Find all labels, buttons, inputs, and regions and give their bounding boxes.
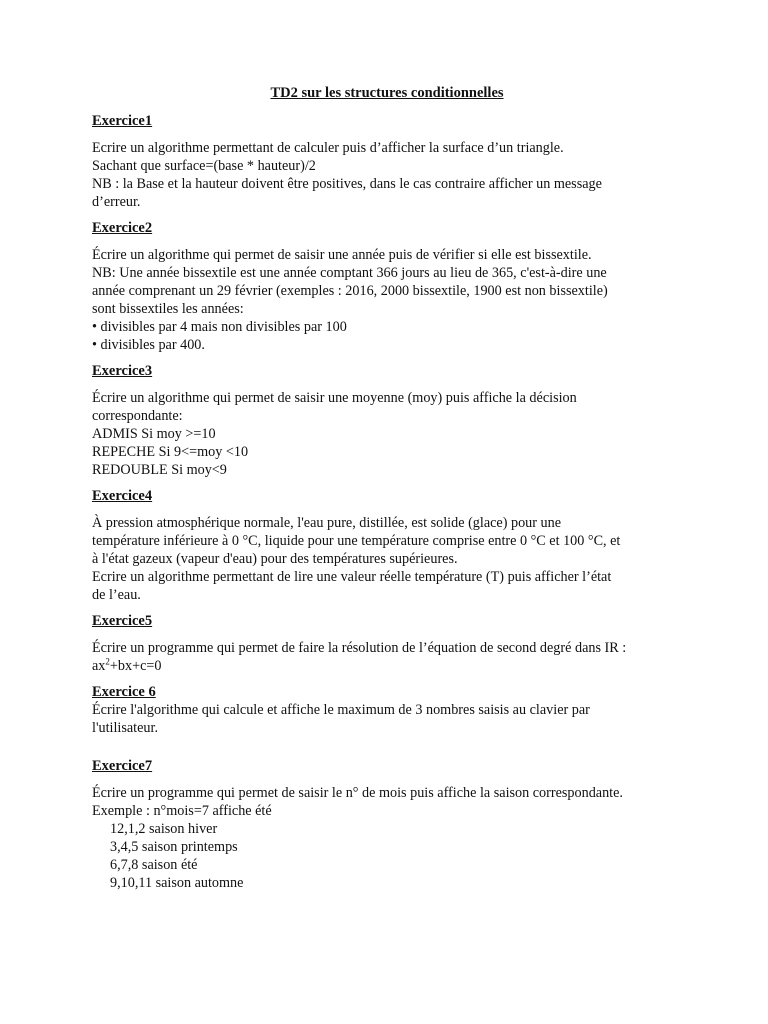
exercise-line: ADMIS Si moy >=10 bbox=[92, 426, 216, 442]
season-item: 6,7,8 saison été bbox=[110, 857, 198, 873]
exercise-5 bbox=[92, 612, 682, 675]
exercise-2-heading: Exercice2 bbox=[92, 220, 153, 236]
exercise-line: à l'état gazeux (vapeur d'eau) pour des températures supérieures. bbox=[92, 551, 458, 567]
exercise-line: REDOUBLE Si moy<9 bbox=[92, 462, 227, 478]
exercise-3-body bbox=[92, 389, 682, 479]
equation-exponent: 2 bbox=[105, 656, 110, 667]
exercise-5-heading: Exercice5 bbox=[92, 613, 153, 629]
exercise-2 bbox=[92, 219, 682, 354]
exercise-line: sont bissextiles les années: bbox=[92, 301, 244, 317]
exercise-line: année comprenant un 29 février (exemples : 2016, 2000 bissextile, 1900 est non bissextile) bbox=[92, 283, 608, 299]
exercise-1-heading: Exercice1 bbox=[92, 113, 153, 129]
exercise-6-heading: Exercice 6 bbox=[92, 684, 156, 700]
exercise-line: Écrire un programme qui permet de faire la résolution de l’équation de second degré dans IR : bbox=[92, 640, 627, 656]
exercise-4 bbox=[92, 487, 682, 604]
exercise-line: Écrire un programme qui permet de saisir le n° de mois puis affiche la saison correspondante. bbox=[92, 785, 623, 801]
exercise-2-body bbox=[92, 246, 682, 354]
exercise-6-body bbox=[92, 701, 682, 737]
exercise-1 bbox=[92, 112, 682, 211]
exercise-7-body bbox=[92, 784, 682, 892]
exercise-line: Ecrire un algorithme permettant de calculer puis d’afficher la surface d’un triangle. bbox=[92, 140, 564, 156]
exercise-line: température inférieure à 0 °C, liquide pour une température comprise entre 0 °C et 100 °C, et bbox=[92, 533, 621, 549]
exercise-line: À pression atmosphérique normale, l'eau pure, distillée, est solide (glace) pour une bbox=[92, 515, 562, 531]
exercise-line: d’erreur. bbox=[92, 194, 141, 210]
exercise-line: Écrire un algorithme qui permet de saisir une année puis de vérifier si elle est bissextile. bbox=[92, 247, 592, 263]
document-title: TD2 sur les structures conditionnelles bbox=[270, 85, 504, 101]
exercise-line: • divisibles par 400. bbox=[92, 337, 205, 353]
equation-rest: +bx+c=0 bbox=[109, 658, 162, 674]
exercise-line: Sachant que surface=(base * hauteur)/2 bbox=[92, 158, 316, 174]
exercise-1-body bbox=[92, 139, 682, 211]
exercise-line: Ecrire un algorithme permettant de lire une valeur réelle température (T) puis afficher l’état bbox=[92, 569, 612, 585]
equation-base: ax bbox=[92, 658, 106, 674]
exercise-4-body bbox=[92, 514, 682, 604]
exercise-7 bbox=[92, 757, 682, 892]
exercise-line: de l’eau. bbox=[92, 587, 141, 603]
exercise-7-heading: Exercice7 bbox=[92, 758, 153, 774]
document-page bbox=[92, 84, 682, 892]
exercise-line: NB : la Base et la hauteur doivent être positives, dans le cas contraire afficher un message bbox=[92, 176, 602, 192]
exercise-line: l'utilisateur. bbox=[92, 720, 158, 736]
exercise-line: correspondante: bbox=[92, 408, 183, 424]
exercise-line: Écrire l'algorithme qui calcule et affiche le maximum de 3 nombres saisis au clavier par bbox=[92, 702, 590, 718]
exercise-line: NB: Une année bissextile est une année comptant 366 jours au lieu de 365, c'est-à-dire une bbox=[92, 265, 607, 281]
exercise-3-heading: Exercice3 bbox=[92, 363, 153, 379]
exercise-line: • divisibles par 4 mais non divisibles par 100 bbox=[92, 319, 347, 335]
exercise-line: Exemple : n°mois=7 affiche été bbox=[92, 803, 272, 819]
exercise-line: Écrire un algorithme qui permet de saisir une moyenne (moy) puis affiche la décision bbox=[92, 390, 577, 406]
exercise-6 bbox=[92, 683, 682, 737]
season-item: 3,4,5 saison printemps bbox=[110, 839, 238, 855]
season-item: 9,10,11 saison automne bbox=[110, 875, 244, 891]
exercise-3 bbox=[92, 362, 682, 479]
season-item: 12,1,2 saison hiver bbox=[110, 821, 218, 837]
quadratic-equation bbox=[92, 657, 682, 675]
exercise-5-body bbox=[92, 639, 682, 675]
exercise-4-heading: Exercice4 bbox=[92, 488, 153, 504]
exercise-line: REPECHE Si 9<=moy <10 bbox=[92, 444, 249, 460]
